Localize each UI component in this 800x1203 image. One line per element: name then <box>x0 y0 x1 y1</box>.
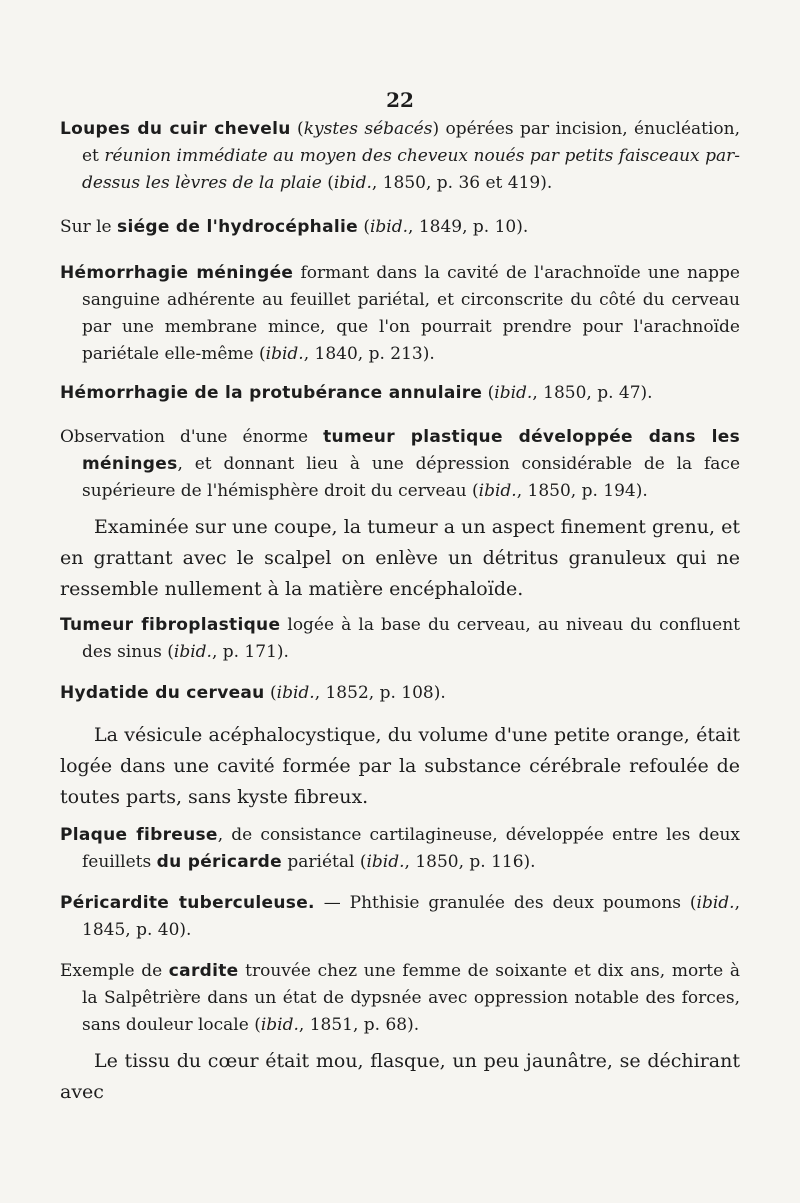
entry-text: , de consistance cartilagineuse, développée entre les deux feuillets <box>82 825 740 872</box>
entry-tumeur-fibroplastique <box>60 612 740 666</box>
ibid-ref: ibid. <box>260 1015 299 1035</box>
entry-text: pariétal ( <box>281 852 367 872</box>
entry-text: ( <box>357 217 370 237</box>
entry-text: Sur le <box>60 217 118 237</box>
entry-hemorrhagie-protuberance <box>60 380 740 407</box>
entry-text: , 1849, p. 10). <box>408 217 529 237</box>
entry-text: formant dans la cavité de l'arachnoïde une nappe sanguine adhérente au feuillet pariétal, et circonscrite du côté du cerveau par une membrane mince, que l'on pourrait prendre pour l'arachnoïde pariétale elle-même ( <box>82 263 740 364</box>
entry-text: , 1850, p. 36 et 419). <box>371 173 553 193</box>
entry-text: , 1845, p. 40). <box>82 893 740 940</box>
entry-text: — Phthisie granulée des deux poumons ( <box>314 893 697 913</box>
entry-loupes <box>60 116 740 197</box>
entry-text: , 1852, p. 108). <box>314 683 446 703</box>
ibid-ref: ibid. <box>478 481 517 501</box>
entry-text: , 1840, p. 213). <box>303 344 435 364</box>
ibid-ref: ibid. <box>494 383 533 403</box>
entry-siege <box>60 214 740 241</box>
entry-text: , p. 171). <box>211 642 289 662</box>
entry-text: ( <box>321 173 334 193</box>
entry-text: , et donnant lieu à une dépression considérable de la face supérieure de l'hémisphère droit du cerveau ( <box>82 454 740 501</box>
entry-title: cardite <box>168 961 239 981</box>
entry-pericardite <box>60 890 740 944</box>
entry-text: ) opérées par incision, énucléation, et <box>82 119 740 166</box>
entry-text: , 1850, p. 47). <box>532 383 653 403</box>
entry-title: Plaque fibreuse <box>60 825 218 845</box>
entry-title: du péricarde <box>156 852 282 872</box>
entry-cardite <box>60 958 740 1039</box>
entry-italic: réunion immédiate au moyen des cheveux noués par petits faisceaux par-dessus les lèvres de la plaie <box>82 146 740 193</box>
entry-title: Hémorrhagie méningée <box>60 263 294 283</box>
paragraph-tissu: Le tissu du cœur était mou, flasque, un peu jaunâtre, se déchirant avec <box>60 1050 740 1103</box>
entry-title: Tumeur fibroplastique <box>60 615 281 635</box>
entry-title: tumeur plastique développée dans les méninges <box>82 427 741 474</box>
entry-text: , 1850, p. 194). <box>516 481 648 501</box>
page-number: 22 <box>386 88 414 112</box>
entry-text: ( <box>482 383 495 403</box>
ibid-ref: ibid. <box>366 852 405 872</box>
entry-text: Observation d'une énorme <box>60 427 324 447</box>
entry-title: Loupes du cuir chevelu <box>60 119 291 139</box>
ibid-ref: ibid. <box>696 893 735 913</box>
ibid-ref: ibid. <box>173 642 212 662</box>
entry-title: siége de l'hydrocéphalie <box>117 217 358 237</box>
ibid-ref: ibid. <box>369 217 409 237</box>
ibid-ref: ibid. <box>276 683 315 703</box>
entry-text: ( <box>264 683 277 703</box>
entry-italic: kystes sébacés <box>303 119 433 139</box>
entry-hemorrhagie-meningee <box>60 260 740 368</box>
entry-text: logée à la base du cerveau, au niveau du confluent des sinus ( <box>82 615 741 662</box>
entry-tumeur-plastique <box>60 424 740 505</box>
ibid-ref: ibid. <box>265 344 304 364</box>
entry-text: Exemple de <box>60 961 169 981</box>
entry-title: Péricardite tuberculeuse. <box>60 893 315 913</box>
paragraph-examinee: Examinée sur une coupe, la tumeur a un aspect finement grenu, et en grattant avec le scalpel on enlève un détritus granuleux qui ne ressemble nullement à la matière encéphaloïde. <box>60 516 740 600</box>
paragraph-vesicule: La vésicule acéphalocystique, du volume d'une petite orange, était logée dans une cavité formée par la substance cérébrale refoulée de toutes parts, sans kyste fibreux. <box>60 724 740 808</box>
entry-plaque <box>60 822 740 876</box>
entry-text: trouvée chez une femme de soixante et dix ans, morte à la Salpêtrière dans un état de dypsnée avec oppression notable des forces, sans douleur locale ( <box>82 961 740 1035</box>
entry-title: Hydatide du cerveau <box>60 683 265 703</box>
entry-text: , 1851, p. 68). <box>298 1015 420 1035</box>
entry-text: ( <box>290 119 304 139</box>
entry-title: Hémorrhagie de la protubérance annulaire <box>60 383 483 403</box>
entry-hydatide <box>60 680 740 707</box>
ibid-ref: ibid. <box>333 173 372 193</box>
entry-text: , 1850, p. 116). <box>404 852 536 872</box>
